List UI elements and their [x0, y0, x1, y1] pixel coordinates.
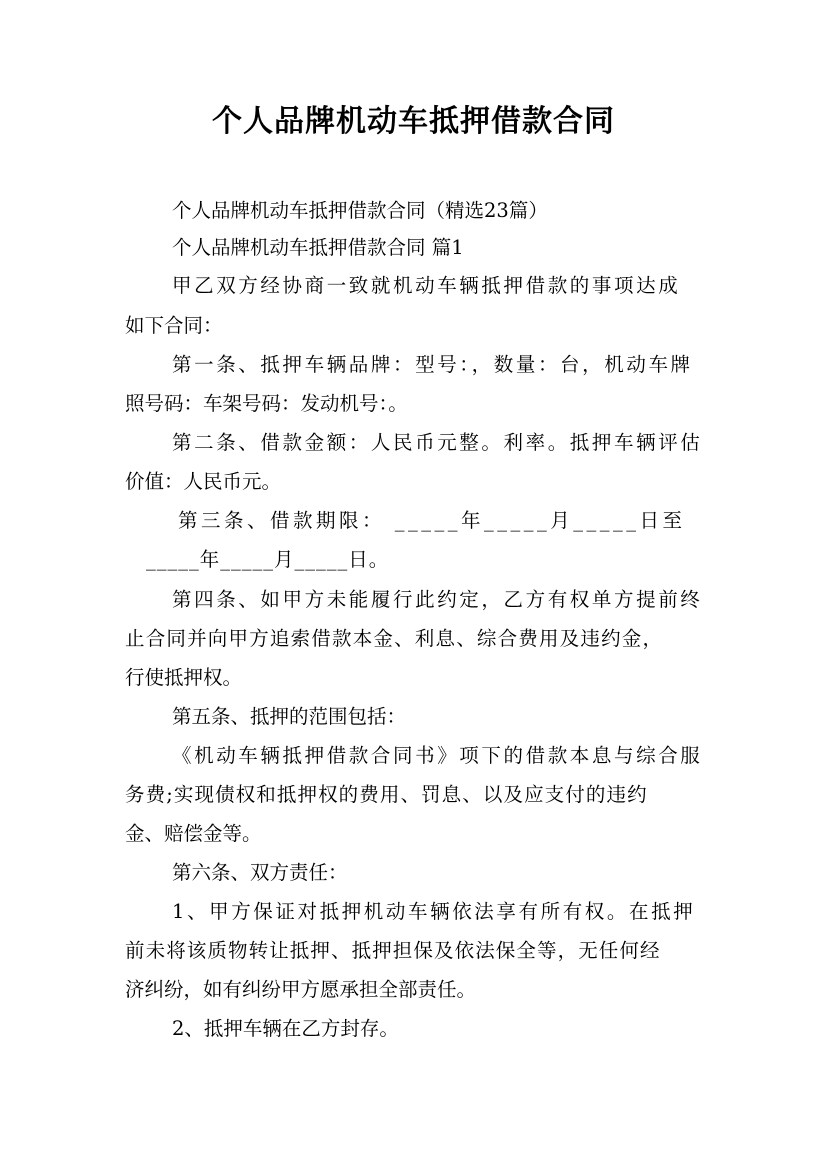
paragraph-line: _____年_____月_____日。 — [146, 548, 390, 571]
paragraph-line: 照号码：车架号码：发动机号：。 — [125, 392, 408, 415]
paragraph-line: 《机动车辆抵押借款合同书》项下的借款本息与综合服 — [172, 744, 703, 767]
paragraph-line: 前未将该质物转让抵押、抵押担保及依法保全等，无任何经 — [125, 939, 661, 962]
paragraph-line: 济纠纷，如有纠纷甲方愿承担全部责任。 — [125, 978, 477, 1001]
paragraph-line: 价值：人民币元。 — [125, 470, 282, 493]
paragraph-line: 务费;实现债权和抵押权的费用、罚息、以及应支付的违约 — [125, 783, 648, 806]
document-title: 个人品牌机动车抵押借款合同 — [212, 104, 615, 139]
paragraph-line: 如下合同： — [125, 314, 223, 337]
paragraph-line: 1、甲方保证对抵押机动车辆依法享有所有权。在抵押 — [172, 900, 696, 923]
paragraph-line: 第五条、抵押的范围包括： — [172, 705, 407, 728]
paragraph-line: 止合同并向甲方追索借款本金、利息、综合费用及违约金， — [125, 627, 664, 650]
paragraph-line: 甲乙双方经协商一致就机动车辆抵押借款的事项达成 — [172, 274, 681, 297]
section-heading: 个人品牌机动车抵押借款合同 篇1 — [172, 236, 464, 259]
paragraph-line: 金、赔偿金等。 — [125, 822, 262, 845]
paragraph-line: 第二条、借款金额：人民币元整。利率。抵押车辆评估 — [172, 431, 703, 454]
paragraph-line: 2、抵押车辆在乙方封存。 — [172, 1017, 399, 1040]
paragraph-line: 第一条、抵押车辆品牌：型号：，数量：台，机动车牌 — [172, 353, 693, 376]
paragraph-line: 第六条、双方责任： — [172, 861, 348, 884]
subtitle-line: 个人品牌机动车抵押借款合同（精选23篇） — [172, 199, 548, 222]
paragraph-line: 行使抵押权。 — [125, 666, 243, 689]
paragraph-line: 第三条、借款期限： _____年_____月_____日至 — [178, 509, 686, 532]
paragraph-line: 第四条、如甲方未能履行此约定，乙方有权单方提前终 — [172, 588, 703, 611]
